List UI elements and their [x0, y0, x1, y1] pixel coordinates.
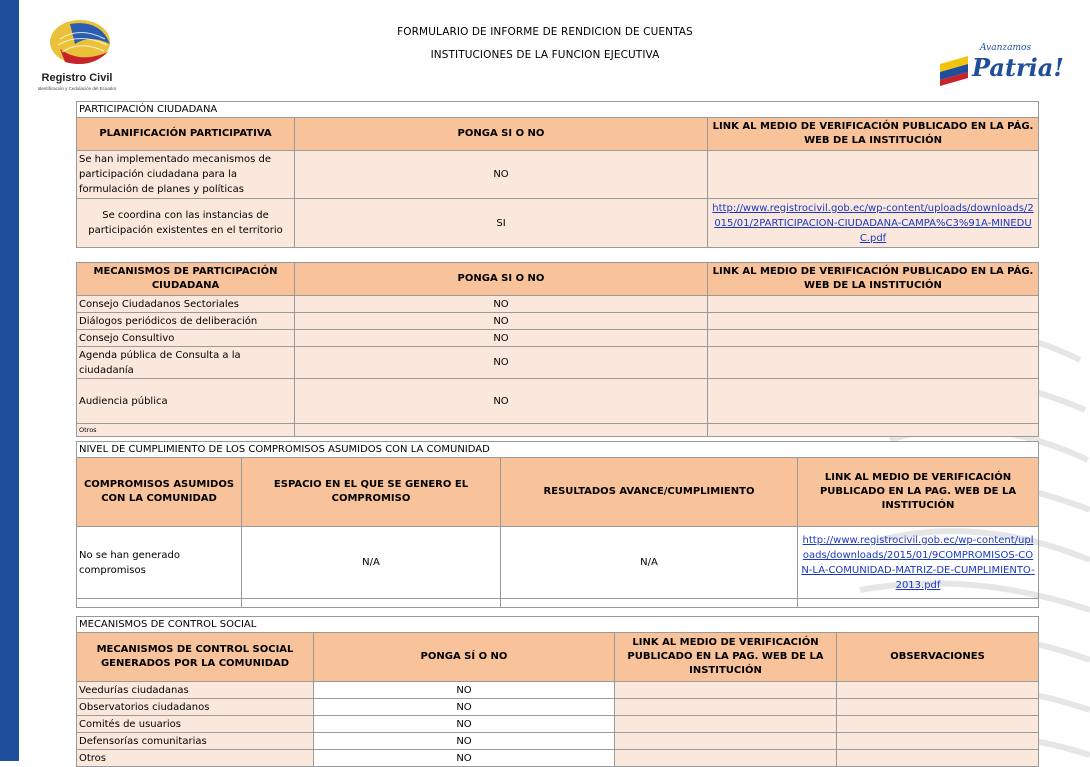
table-row — [77, 750, 1039, 767]
row-label: Audiencia pública — [77, 379, 295, 424]
table-row — [77, 347, 1039, 379]
row-resultado: N/A — [501, 527, 798, 599]
column-header: RESULTADOS AVANCE/CUMPLIMIENTO — [501, 458, 798, 527]
row-observation — [837, 733, 1039, 750]
table-row — [77, 733, 1039, 750]
column-header: LINK AL MEDIO DE VERIFICACIÓN PUBLICADO EN LA PAG. WEB DE LA INSTITUCIÓN — [615, 633, 837, 682]
table-row — [77, 599, 1039, 608]
svg-text:Patria!: Patria! — [972, 53, 1064, 82]
mecanismos-table — [76, 262, 1039, 437]
table-row — [77, 330, 1039, 347]
row-link — [615, 733, 837, 750]
column-header: LINK AL MEDIO DE VERIFICACIÓN PUBLICADO EN LA PÁG. WEB DE LA INSTITUCIÓN — [708, 263, 1039, 296]
row-link — [708, 347, 1039, 379]
row-value — [295, 424, 708, 437]
table-row — [77, 699, 1039, 716]
row-label: Agenda pública de Consulta a la ciudadanía — [77, 347, 295, 379]
row-link — [708, 151, 1039, 199]
row-label: Comités de usuarios — [77, 716, 314, 733]
column-header: PLANIFICACIÓN PARTICIPATIVA — [77, 118, 295, 151]
row-label: Observatorios ciudadanos — [77, 699, 314, 716]
svg-text:Identificación y Cedulación de: Identificación y Cedulación del Ecuador — [37, 86, 117, 91]
empty-cell — [77, 599, 242, 608]
row-label: Otros — [77, 424, 295, 437]
row-value: NO — [295, 330, 708, 347]
row-label: Consejo Consultivo — [77, 330, 295, 347]
side-stripe — [0, 0, 19, 761]
table-row — [77, 379, 1039, 424]
control-social-table — [76, 616, 1039, 767]
row-value: NO — [295, 151, 708, 199]
verification-link[interactable]: http://www.registrocivil.gob.ec/wp-content/uploads/downloads/2015/01/2PARTICIPACION-CIUDADANA-CAMPA%C3%91A-MINEDUC.pdf — [712, 202, 1034, 244]
row-observation — [837, 750, 1039, 767]
table-row — [77, 527, 1039, 599]
row-label: Veedurías ciudadanas — [77, 682, 314, 699]
column-header: PONGA SI O NO — [295, 263, 708, 296]
row-link — [708, 379, 1039, 424]
empty-cell — [798, 599, 1039, 608]
row-link — [615, 716, 837, 733]
row-observation — [837, 716, 1039, 733]
row-link — [615, 682, 837, 699]
row-observation — [837, 699, 1039, 716]
empty-cell — [242, 599, 501, 608]
row-value: NO — [295, 313, 708, 330]
compromisos-table — [76, 441, 1039, 608]
row-link — [708, 296, 1039, 313]
table-row — [77, 424, 1039, 437]
column-header: LINK AL MEDIO DE VERIFICACIÓN PUBLICADO EN LA PÁG. WEB DE LA INSTITUCIÓN — [708, 118, 1039, 151]
row-link — [708, 424, 1039, 437]
row-label: Diálogos periódicos de deliberación — [77, 313, 295, 330]
row-label: No se han generado compromisos — [77, 527, 242, 599]
section-title: MECANISMOS DE CONTROL SOCIAL — [77, 617, 1039, 633]
row-label: Consejo Ciudadanos Sectoriales — [77, 296, 295, 313]
table-row — [77, 682, 1039, 699]
form-title: FORMULARIO DE INFORME DE RENDICION DE CUENTAS — [397, 26, 693, 38]
column-header: PONGA SÍ O NO — [314, 633, 615, 682]
table-row — [77, 716, 1039, 733]
form-subtitle: INSTITUCIONES DE LA FUNCION EJECUTIVA — [430, 49, 660, 61]
row-value: NO — [314, 750, 615, 767]
avanzamos-patria-logo — [938, 34, 1064, 90]
row-value: NO — [295, 379, 708, 424]
table-row — [77, 151, 1039, 199]
row-value: SI — [295, 199, 708, 248]
row-observation — [837, 682, 1039, 699]
column-header: LINK AL MEDIO DE VERIFICACIÓN PUBLICADO EN LA PAG. WEB DE LA INSTITUCIÓN — [798, 458, 1039, 527]
column-header: COMPROMISOS ASUMIDOS CON LA COMUNIDAD — [77, 458, 242, 527]
row-espacio: N/A — [242, 527, 501, 599]
row-label: Defensorías comunitarias — [77, 733, 314, 750]
empty-cell — [501, 599, 798, 608]
row-value: NO — [314, 682, 615, 699]
row-value: NO — [314, 699, 615, 716]
row-value: NO — [295, 296, 708, 313]
column-header: MECANISMOS DE PARTICIPACIÓN CIUDADANA — [77, 263, 295, 296]
table-row — [77, 199, 1039, 248]
column-header: ESPACIO EN EL QUE SE GENERO EL COMPROMISO — [242, 458, 501, 527]
table-row — [77, 296, 1039, 313]
section-title: NIVEL DE CUMPLIMIENTO DE LOS COMPROMISOS ASUMIDOS CON LA COMUNIDAD — [77, 442, 1039, 458]
participacion-table — [76, 101, 1039, 248]
table-row — [77, 313, 1039, 330]
row-label: Otros — [77, 750, 314, 767]
row-label: Se han implementado mecanismos de participación ciudadana para la formulación de planes y políticas — [77, 151, 295, 199]
row-label: Se coordina con las instancias de participación existentes en el territorio — [77, 199, 295, 248]
svg-text:Avanzamos: Avanzamos — [980, 43, 1032, 53]
column-header: OBSERVACIONES — [837, 633, 1039, 682]
row-value: NO — [314, 716, 615, 733]
section-title: PARTICIPACIÓN CIUDADANA — [77, 102, 1039, 118]
row-link — [708, 330, 1039, 347]
row-value: NO — [295, 347, 708, 379]
row-link — [615, 750, 837, 767]
row-link — [708, 313, 1039, 330]
column-header: MECANISMOS DE CONTROL SOCIAL GENERADOS POR LA COMUNIDAD — [77, 633, 314, 682]
verification-link[interactable]: http://www.registrocivil.gob.ec/wp-content/uploads/downloads/2015/01/9COMPROMISOS-CON-LA-COMUNIDAD-MATRIZ-DE-CUMPLIMIENTO-2013.pdf — [801, 534, 1035, 591]
row-link — [615, 699, 837, 716]
svg-text:Registro Civil: Registro Civil — [41, 72, 113, 84]
column-header: PONGA SI O NO — [295, 118, 708, 151]
row-value: NO — [314, 733, 615, 750]
